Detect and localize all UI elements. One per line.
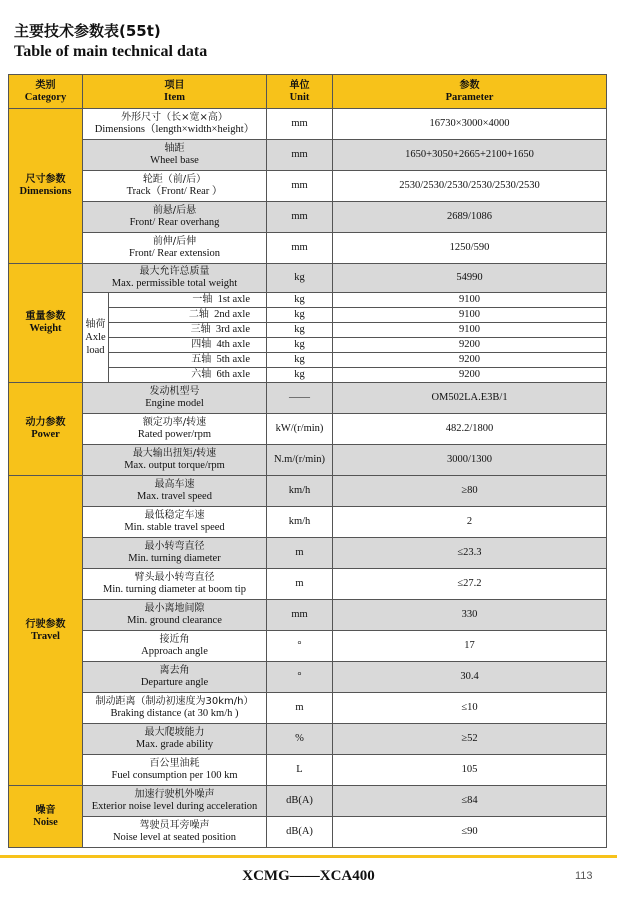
value-cell: 17 bbox=[333, 631, 607, 662]
table-row bbox=[9, 662, 607, 693]
value-cell: ≤23.3 bbox=[333, 538, 607, 569]
table-row bbox=[9, 445, 607, 476]
unit-cell: mm bbox=[267, 202, 333, 233]
axle-item: 一轴 1st axle bbox=[109, 293, 267, 308]
table-row bbox=[9, 631, 607, 662]
table-row bbox=[9, 293, 607, 308]
header-unit: 单位 Unit bbox=[267, 75, 333, 109]
unit-cell: mm bbox=[267, 171, 333, 202]
value-cell: 54990 bbox=[333, 264, 607, 293]
item-cell: 轮距（前/后） Track（Front/ Rear ） bbox=[83, 171, 267, 202]
axle-item: 四轴 4th axle bbox=[109, 338, 267, 353]
table-row bbox=[9, 414, 607, 445]
item-cell: 前悬/后悬 Front/ Rear overhang bbox=[83, 202, 267, 233]
unit-cell: L bbox=[267, 755, 333, 786]
item-cell: 最大爬坡能力 Max. grade ability bbox=[83, 724, 267, 755]
table-row bbox=[9, 817, 607, 848]
value-cell: ≤90 bbox=[333, 817, 607, 848]
axle-item: 五轴 5th axle bbox=[109, 353, 267, 368]
item-cell: 最小转弯直径 Min. turning diameter bbox=[83, 538, 267, 569]
value-cell: 9100 bbox=[333, 323, 607, 338]
footer-divider bbox=[0, 855, 617, 858]
value-cell: ≤84 bbox=[333, 786, 607, 817]
item-cell: 离去角 Departure angle bbox=[83, 662, 267, 693]
table-header-row bbox=[9, 75, 607, 109]
value-cell: 9100 bbox=[333, 308, 607, 323]
item-cell: 最高车速 Max. travel speed bbox=[83, 476, 267, 507]
unit-cell: mm bbox=[267, 140, 333, 171]
unit-cell: m bbox=[267, 693, 333, 724]
unit-cell: dB(A) bbox=[267, 817, 333, 848]
table-row bbox=[9, 202, 607, 233]
value-cell: 105 bbox=[333, 755, 607, 786]
value-cell: 16730×3000×4000 bbox=[333, 109, 607, 140]
table-row bbox=[9, 755, 607, 786]
table-row bbox=[9, 538, 607, 569]
value-cell: ≤27.2 bbox=[333, 569, 607, 600]
item-cell: 外形尺寸（长×宽×高） Dimensions（length×width×height） bbox=[83, 109, 267, 140]
page-title-cn: 主要技术参数表(55t) bbox=[14, 22, 161, 40]
value-cell: 30.4 bbox=[333, 662, 607, 693]
unit-cell: kg bbox=[267, 338, 333, 353]
category-dimensions: 尺寸参数 Dimensions bbox=[9, 109, 83, 264]
unit-cell: dB(A) bbox=[267, 786, 333, 817]
table-row bbox=[9, 724, 607, 755]
item-cell: 百公里油耗 Fuel consumption per 100 km bbox=[83, 755, 267, 786]
axle-item: 二轴 2nd axle bbox=[109, 308, 267, 323]
table-row bbox=[9, 109, 607, 140]
technical-data-table bbox=[8, 74, 607, 848]
item-cell: 制动距离（制动初速度为30km/h） Braking distance (at 30 km/h ) bbox=[83, 693, 267, 724]
item-cell: 最大输出扭矩/转速 Max. output torque/rpm bbox=[83, 445, 267, 476]
value-cell: 9200 bbox=[333, 353, 607, 368]
table-row bbox=[9, 600, 607, 631]
item-cell: 最大允许总质量 Max. permissible total weight bbox=[83, 264, 267, 293]
unit-cell: kg bbox=[267, 323, 333, 338]
table-row bbox=[9, 569, 607, 600]
axle-item: 三轴 3rd axle bbox=[109, 323, 267, 338]
table-row bbox=[9, 693, 607, 724]
value-cell: 330 bbox=[333, 600, 607, 631]
item-cell: 前伸/后伸 Front/ Rear extension bbox=[83, 233, 267, 264]
unit-cell: kg bbox=[267, 368, 333, 383]
value-cell: 482.2/1800 bbox=[333, 414, 607, 445]
unit-cell: kg bbox=[267, 264, 333, 293]
value-cell: 2 bbox=[333, 507, 607, 538]
value-cell: 9100 bbox=[333, 293, 607, 308]
item-cell: 加速行驶机外噪声 Exterior noise level during acceleration bbox=[83, 786, 267, 817]
table-row bbox=[9, 476, 607, 507]
unit-cell: mm bbox=[267, 600, 333, 631]
page-number: 113 bbox=[575, 870, 593, 882]
header-item: 项目 Item bbox=[83, 75, 267, 109]
value-cell: 3000/1300 bbox=[333, 445, 607, 476]
unit-cell: m bbox=[267, 569, 333, 600]
item-cell: 驾驶员耳旁噪声 Noise level at seated position bbox=[83, 817, 267, 848]
unit-cell: m bbox=[267, 538, 333, 569]
unit-cell: N.m/(r/min) bbox=[267, 445, 333, 476]
table-row bbox=[9, 171, 607, 202]
header-category: 类别 Category bbox=[9, 75, 83, 109]
category-weight: 重量参数 Weight bbox=[9, 264, 83, 383]
unit-cell: ° bbox=[267, 662, 333, 693]
value-cell: ≤10 bbox=[333, 693, 607, 724]
category-noise: 噪音 Noise bbox=[9, 786, 83, 848]
item-cell: 接近角 Approach angle bbox=[83, 631, 267, 662]
unit-cell: kg bbox=[267, 293, 333, 308]
item-cell: 臂头最小转弯直径 Min. turning diameter at boom tip bbox=[83, 569, 267, 600]
item-cell: 发动机型号 Engine model bbox=[83, 383, 267, 414]
value-cell: 1650+3050+2665+2100+1650 bbox=[333, 140, 607, 171]
unit-cell: kg bbox=[267, 353, 333, 368]
unit-cell: mm bbox=[267, 109, 333, 140]
unit-cell: km/h bbox=[267, 476, 333, 507]
category-power: 动力参数 Power bbox=[9, 383, 83, 476]
item-cell: 额定功率/转速 Rated power/rpm bbox=[83, 414, 267, 445]
axle-item: 六轴 6th axle bbox=[109, 368, 267, 383]
table-row bbox=[9, 786, 607, 817]
item-cell: 轴距 Wheel base bbox=[83, 140, 267, 171]
value-cell: 9200 bbox=[333, 338, 607, 353]
page-title-en: Table of main technical data bbox=[14, 43, 208, 60]
table-row bbox=[9, 233, 607, 264]
value-cell: 1250/590 bbox=[333, 233, 607, 264]
value-cell: 9200 bbox=[333, 368, 607, 383]
item-cell: 最低稳定车速 Min. stable travel speed bbox=[83, 507, 267, 538]
table-row bbox=[9, 507, 607, 538]
header-parameter: 参数 Parameter bbox=[333, 75, 607, 109]
value-cell: OM502LA.E3B/1 bbox=[333, 383, 607, 414]
table-row bbox=[9, 264, 607, 293]
value-cell: ≥80 bbox=[333, 476, 607, 507]
item-cell: 最小离地间隙 Min. ground clearance bbox=[83, 600, 267, 631]
axle-load-label: 轴荷 Axle load bbox=[83, 293, 109, 383]
value-cell: ≥52 bbox=[333, 724, 607, 755]
unit-cell: mm bbox=[267, 233, 333, 264]
unit-cell: % bbox=[267, 724, 333, 755]
table-row bbox=[9, 140, 607, 171]
value-cell: 2689/1086 bbox=[333, 202, 607, 233]
unit-cell: kg bbox=[267, 308, 333, 323]
unit-cell: km/h bbox=[267, 507, 333, 538]
unit-cell: —— bbox=[267, 383, 333, 414]
table-row bbox=[9, 383, 607, 414]
value-cell: 2530/2530/2530/2530/2530/2530 bbox=[333, 171, 607, 202]
unit-cell: kW/(r/min) bbox=[267, 414, 333, 445]
unit-cell: ° bbox=[267, 631, 333, 662]
category-travel: 行驶参数 Travel bbox=[9, 476, 83, 786]
footer-title: XCMG——XCA400 bbox=[242, 868, 375, 884]
